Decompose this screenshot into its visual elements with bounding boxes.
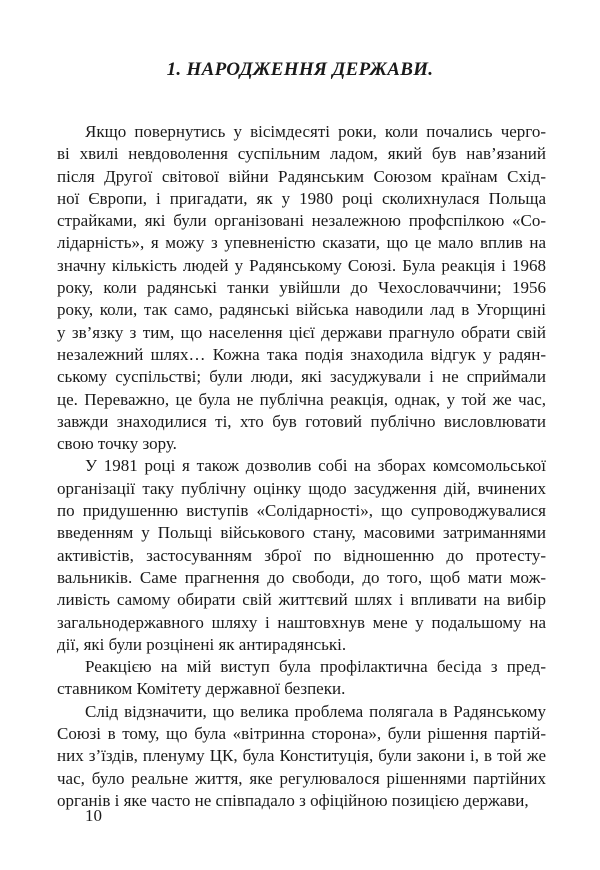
text-line: року, коли радянські танки увійшли до Чехословаччини; 1956 bbox=[57, 278, 546, 298]
text-line: Союзі в тому, що була «вітринна сторона», були рішення партій- bbox=[57, 724, 546, 744]
text-line: ної Європи, і пригадати, як у 1980 році сколихнулася Польща bbox=[57, 188, 546, 208]
text-line: незалежний шлях… Кожна така подія знаходила відгук у радян- bbox=[57, 344, 546, 364]
text-line: це. Переважно, це була не публічна реакція, однак, у той же час, bbox=[57, 389, 546, 409]
body-text bbox=[57, 121, 546, 812]
chapter-title: 1. НАРОДЖЕННЯ ДЕРЖАВИ. bbox=[166, 59, 434, 80]
text-line: свою точку зору. bbox=[57, 434, 177, 454]
text-line: страйками, які були організовані незалежною профспілкою «Со- bbox=[57, 211, 546, 231]
text-line: ливість самому обирати свій життєвий шлях і впливати на вибір bbox=[57, 590, 546, 610]
text-line: ві хвилі невдоволення суспільним ладом, який був нав’язаний bbox=[57, 144, 546, 164]
text-line: Реакцією на мій виступ була профілактична бесіда з пред- bbox=[85, 657, 546, 677]
text-line: по придушенню виступів «Солідарності», що супроводжувалися bbox=[57, 501, 546, 521]
text-line: Слід відзначити, що велика проблема полягала в Радянському bbox=[85, 701, 546, 721]
text-line: після Другої світової війни Радянським Союзом країнам Схід- bbox=[57, 166, 546, 186]
text-line: року, коли, так само, радянські війська наводили лад в Угорщині bbox=[57, 300, 546, 320]
text-line: значну кількість людей у Радянському Союзі. Була реакція і 1968 bbox=[57, 255, 546, 275]
text-line: дії, які були розцінені як антирадянські. bbox=[57, 634, 347, 654]
text-line: у зв’язку з тим, що населення цієї держави прагнуло обрати свій bbox=[57, 322, 546, 342]
text-line: ставником Комітету державної безпеки. bbox=[57, 679, 346, 699]
text-line: організації таку публічну оцінку щодо засудження дій, вчинених bbox=[57, 478, 546, 498]
text-line: загальнодержавного шляху і наштовхнув мене у подальшому на bbox=[57, 612, 546, 632]
page-number: 10 bbox=[85, 806, 102, 825]
text-line: У 1981 році я також дозволив собі на зборах комсомольської bbox=[85, 456, 546, 476]
text-line: органів і яке часто не співпадало з офіційною позицією держави, bbox=[57, 790, 529, 810]
text-line: ському суспільстві; були люди, які засуджували і не сприймали bbox=[57, 367, 546, 387]
text-line: активістів, застосуванням зброї по відношенню до протесту- bbox=[57, 545, 546, 565]
text-line: лідарність», я можу з упевненістю сказати, що це мало вплив на bbox=[57, 233, 546, 253]
text-line: вальників. Саме прагнення до свободи, до того, щоб мати мож- bbox=[57, 567, 546, 587]
text-line: завжди знаходилися ті, хто був готовий публічно висловлювати bbox=[57, 411, 546, 431]
text-line: час, було реальне життя, яке регулювалося рішеннями партійних bbox=[57, 768, 546, 788]
text-line: них з’їздів, пленуму ЦК, була Конституція, були закони і, в той же bbox=[57, 746, 546, 766]
text-line: введенням у Польщі військового стану, масовими затриманнями bbox=[57, 523, 546, 543]
text-line: Якщо повернутись у вісімдесяті роки, коли почались черго- bbox=[85, 122, 546, 141]
